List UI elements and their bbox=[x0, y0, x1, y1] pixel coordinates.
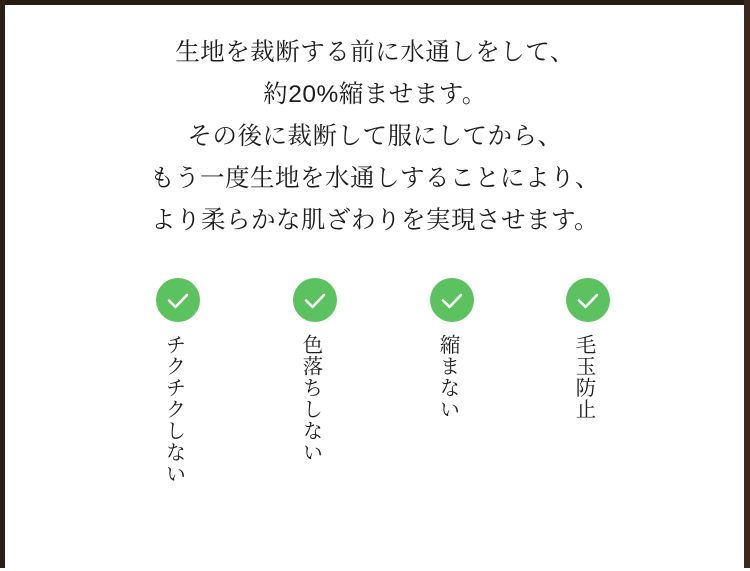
paragraph-line: その後に裁断して服にしてから、 bbox=[187, 123, 563, 150]
paragraph-line: もう一度生地を水通しすることにより、 bbox=[150, 165, 600, 192]
feature-label: 毛玉防止 bbox=[572, 334, 595, 420]
paragraph-line: 約20%縮ませます。 bbox=[263, 81, 487, 108]
paragraph-line: より柔らかな肌ざわりを実現させます。 bbox=[150, 207, 600, 234]
check-icon bbox=[156, 278, 200, 322]
feature-label: 縮まない bbox=[436, 334, 459, 420]
check-icon bbox=[566, 278, 610, 322]
description-paragraph bbox=[0, 32, 750, 242]
feature-item bbox=[558, 278, 678, 524]
check-icon bbox=[293, 278, 337, 322]
feature-item bbox=[285, 278, 405, 524]
feature-label: 色落ちしない bbox=[299, 334, 322, 463]
feature-item bbox=[148, 278, 268, 524]
feature-label: チクチクしない bbox=[162, 334, 185, 485]
feature-list bbox=[0, 278, 750, 538]
top-border-strip bbox=[0, 0, 750, 5]
feature-item bbox=[422, 278, 542, 524]
check-icon bbox=[430, 278, 474, 322]
paragraph-line: 生地を裁断する前に水通しをして、 bbox=[175, 39, 575, 66]
